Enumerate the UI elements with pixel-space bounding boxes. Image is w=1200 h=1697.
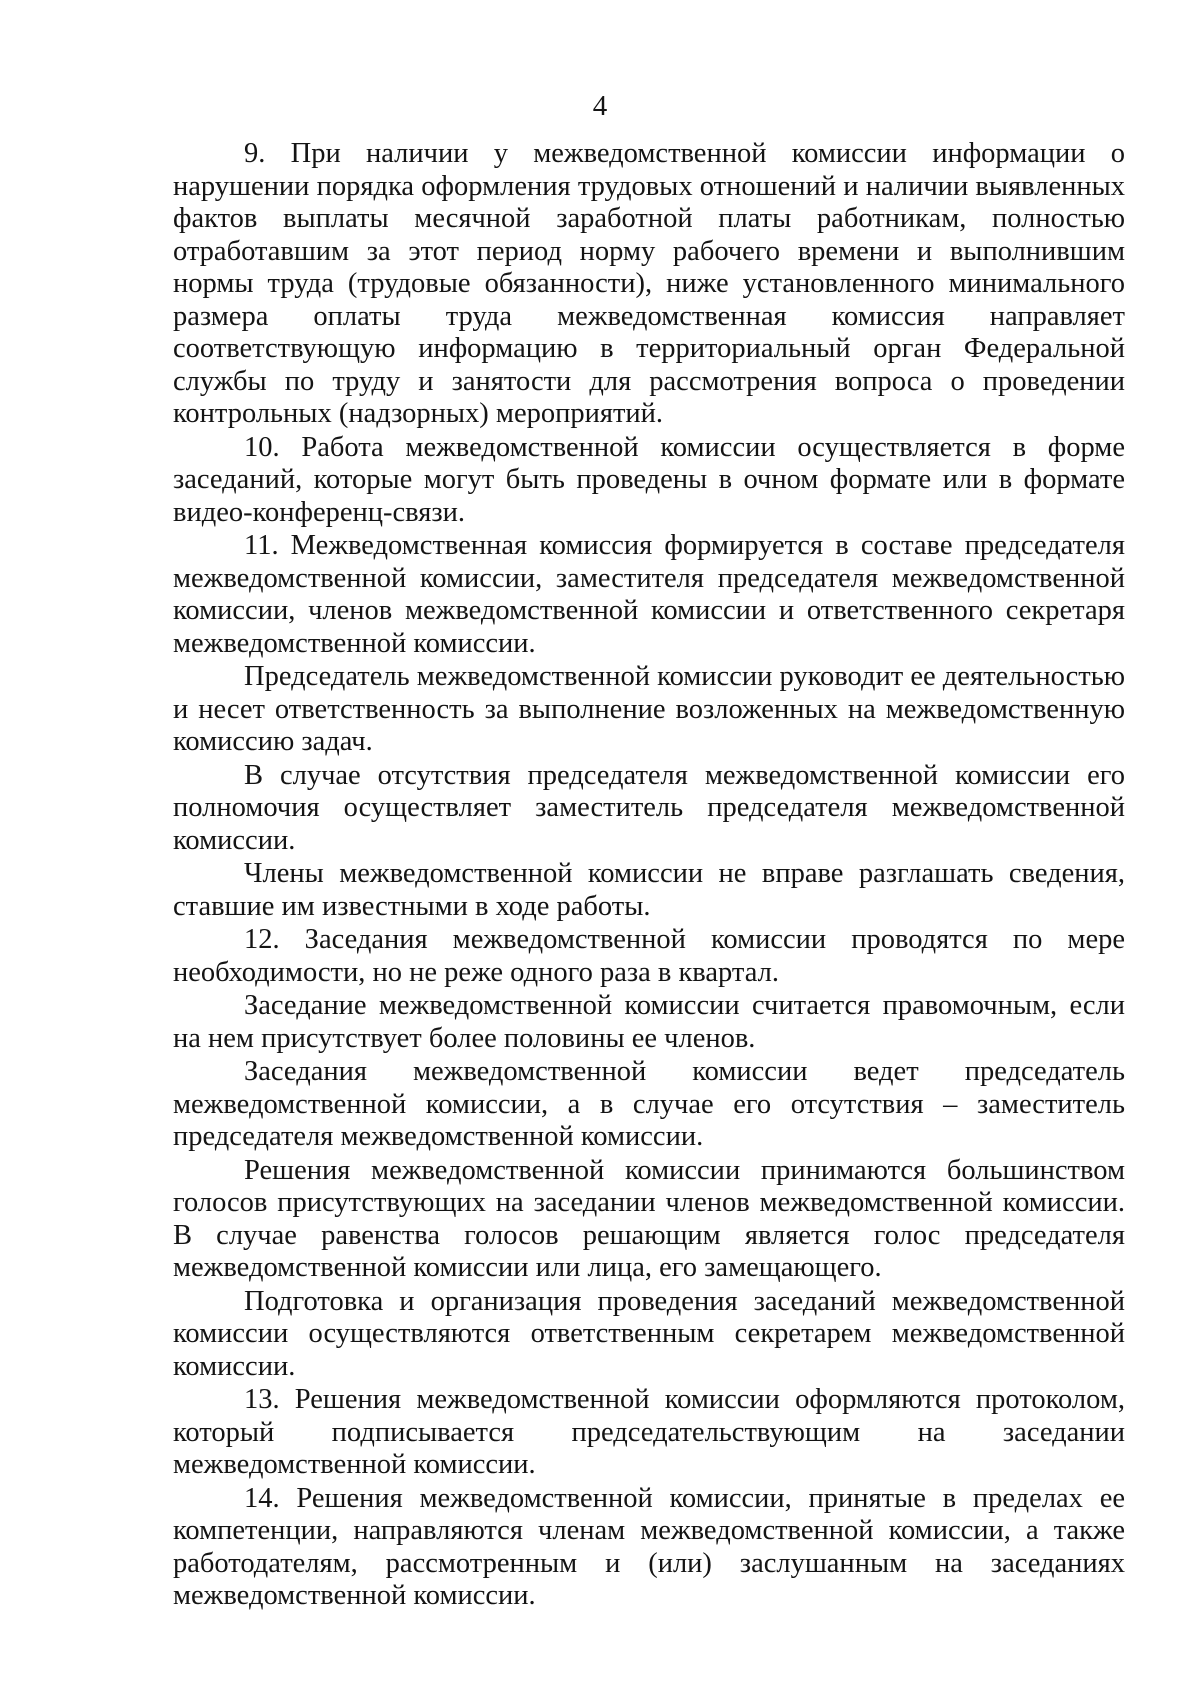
paragraph-quorum: Заседание межведомственной комиссии считается правомочным, если на нем присутствует более половины ее членов. [173,990,1125,1054]
paragraph-item-10: 10. Работа межведомственной комиссии осуществляется в форме заседаний, которые могут быть проведены в очном формате или в формате видео-конференц-связи. [173,431,1125,528]
paragraph-voting: Решения межведомственной комиссии принимаются большинством голосов присутствующих на заседании членов межведомственной комиссии. В случае равенства голосов решающим является голос председателя межведомственной комиссии или лица, его замещающего. [173,1154,1125,1283]
paragraph-item-12: 12. Заседания межведомственной комиссии проводятся по мере необходимости, но не реже одного раза в квартал. [173,924,1125,988]
paragraph-item-9: 9. При наличии у межведомственной комиссии информации о нарушении порядка оформления трудовых отношений и наличии выявленных фактов выплаты месячной заработной платы работникам, полностью отработавшим за этот период норму рабочего времени и выполнившим нормы труда (трудовые обязанности), ниже установленного минимального размера оплаты труда межведомственная комиссия направляет соответствующую информацию в территориальный орган Федеральной службы по труду и занятости для рассмотрения вопроса о проведении контрольных (надзорных) мероприятий. [173,138,1125,429]
document-body [173,138,1125,1614]
paragraph-meeting-chair: Заседания межведомственной комиссии ведет председатель межведомственной комиссии, а в случае его отсутствия – заместитель председателя межведомственной комиссии. [173,1056,1125,1152]
paragraph-chairman-absence: В случае отсутствия председателя межведомственной комиссии его полномочия осуществляет заместитель председателя межведомственной комиссии. [173,759,1125,856]
paragraph-preparation: Подготовка и организация проведения заседаний межведомственной комиссии осуществляются ответственным секретарем межведомственной комиссии. [173,1285,1125,1382]
page-number: 4 [592,90,608,122]
paragraph-item-14: 14. Решения межведомственной комиссии, принятые в пределах ее компетенции, направляются членам межведомственной комиссии, а также работодателям, рассмотренным и (или) заслушанным на заседаниях межведомственной комиссии. [173,1482,1125,1611]
paragraph-item-11: 11. Межведомственная комиссия формируется в составе председателя межведомственной комиссии, заместителя председателя межведомственной комиссии, членов межведомственной комиссии и ответственного секретаря межведомственной комиссии. [173,530,1125,659]
paragraph-item-13: 13. Решения межведомственной комиссии оформляются протоколом, который подписывается председательствующим на заседании межведомственной комиссии. [173,1384,1125,1480]
paragraph-chairman-duties: Председатель межведомственной комиссии руководит ее деятельностью и несет ответственность за выполнение возложенных на межведомственную комиссию задач. [173,661,1125,757]
paragraph-confidentiality: Члены межведомственной комиссии не вправе разглашать сведения, ставшие им известными в ходе работы. [173,858,1125,922]
